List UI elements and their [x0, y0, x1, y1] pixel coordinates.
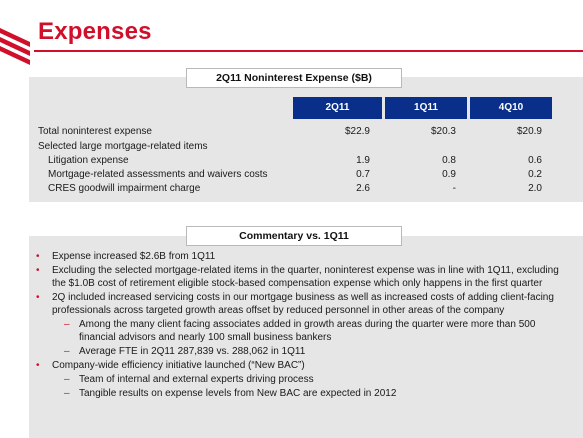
cell-mortgage-1q11: 0.9: [442, 169, 456, 180]
dash-icon: –: [64, 346, 70, 357]
table-caption: 2Q11 Noninterest Expense ($B): [186, 68, 402, 88]
bullet-icon: •: [36, 360, 40, 371]
list-item-text: Expense increased $2.6B from 1Q11: [52, 251, 216, 262]
commentary-caption: Commentary vs. 1Q11: [186, 226, 402, 246]
bullet-icon: •: [36, 265, 40, 276]
sub-list-item: [36, 345, 574, 358]
cell-cres-4q10: 2.0: [528, 183, 542, 194]
row-label-mortgage-assessments: Mortgage-related assessments and waivers costs: [48, 169, 268, 180]
bank-flag-logo-icon: [0, 22, 36, 68]
sub-list-item-text: Team of internal and external experts driving process: [79, 374, 314, 385]
cell-mortgage-4q10: 0.2: [528, 169, 542, 180]
dash-icon: –: [64, 388, 70, 399]
dash-icon: –: [64, 319, 70, 330]
title-divider: [34, 50, 583, 52]
sub-list-item: [36, 373, 574, 386]
column-header-2q11: 2Q11: [293, 97, 382, 119]
cell-mortgage-2q11: 0.7: [356, 169, 370, 180]
sub-list-item: [36, 318, 574, 344]
row-label-total-expense: Total noninterest expense: [38, 126, 152, 137]
cell-cres-2q11: 2.6: [356, 183, 370, 194]
list-item-text: Excluding the selected mortgage-related items in the quarter, noninterest expense was in line with 1Q11, excluding the $1.0B cost of retirement eligible stock-based compensation expense which only happens in the first quarter: [52, 265, 559, 289]
list-item: [36, 359, 574, 372]
sub-list-item-text: Average FTE in 2Q11 287,839 vs. 288,062 in 1Q11: [79, 346, 306, 357]
list-item-text: Company-wide efficiency initiative launched (“New BAC”): [52, 360, 305, 371]
cell-total-2q11: $22.9: [344, 126, 370, 137]
cell-cres-1q11: -: [452, 183, 456, 194]
bullet-icon: •: [36, 251, 40, 262]
dash-icon: –: [64, 374, 70, 385]
list-item-text: 2Q included increased servicing costs in our mortgage business as well as increased costs of adding client-facing professionals across targeted growth areas offset by reduced personnel in other areas of the company: [52, 292, 554, 316]
list-item: [36, 264, 574, 290]
column-header-4q10: 4Q10: [470, 97, 552, 119]
cell-litigation-2q11: 1.9: [356, 155, 370, 166]
cell-litigation-1q11: 0.8: [442, 155, 456, 166]
row-label-cres-goodwill: CRES goodwill impairment charge: [48, 183, 201, 194]
list-item: [36, 250, 574, 263]
sub-list-item: [36, 387, 574, 400]
bullet-icon: •: [36, 292, 40, 303]
row-label-litigation: Litigation expense: [48, 155, 129, 166]
cell-litigation-4q10: 0.6: [528, 155, 542, 166]
sub-list-item-text: Among the many client facing associates added in growth areas during the quarter were more than 500 financial advisors and nearly 100 small business bankers: [79, 319, 536, 343]
commentary-list: [36, 250, 574, 401]
list-item: [36, 291, 574, 317]
column-header-1q11: 1Q11: [385, 97, 467, 119]
cell-total-4q10: $20.9: [516, 126, 542, 137]
cell-total-1q11: $20.3: [430, 126, 456, 137]
sub-list-item-text: Tangible results on expense levels from New BAC are expected in 2012: [79, 388, 397, 399]
page-title: Expenses: [38, 18, 152, 45]
row-label-selected-items: Selected large mortgage-related items: [38, 141, 208, 152]
